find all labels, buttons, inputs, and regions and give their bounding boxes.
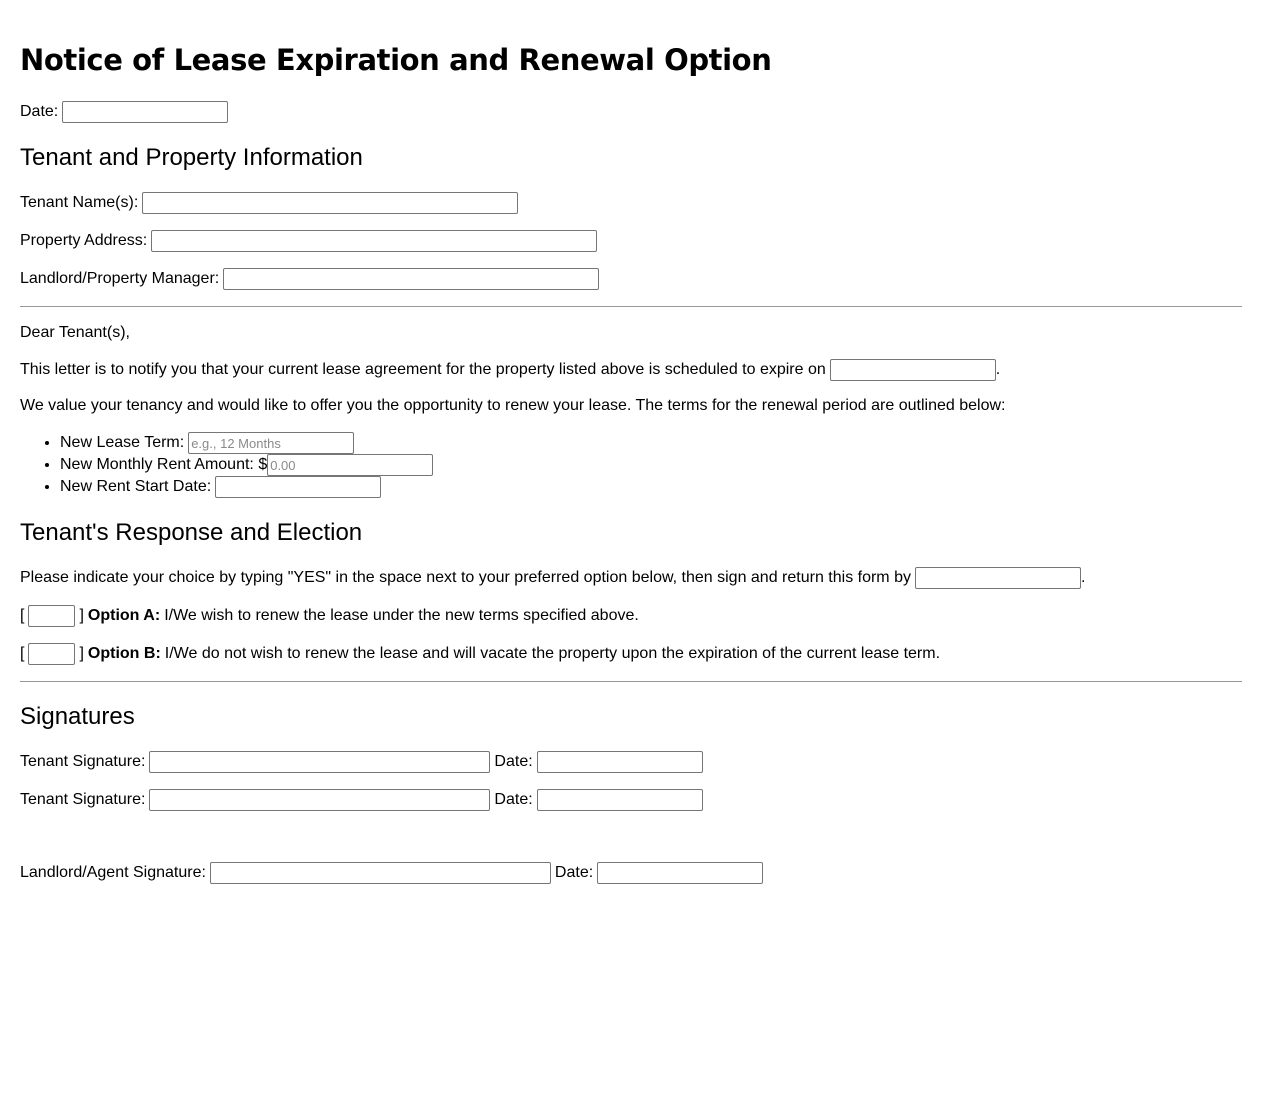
signature-date-label: Date: — [554, 864, 594, 881]
tenant-info-heading: Tenant and Property Information — [20, 144, 363, 171]
salutation: Dear Tenant(s), — [20, 324, 130, 341]
response-heading: Tenant's Response and Election — [20, 519, 363, 546]
tenant-signature-field-1[interactable] — [149, 751, 490, 773]
date-label: Date: — [20, 103, 59, 120]
tenant-signature-date-field-2[interactable] — [537, 789, 703, 811]
offer-row — [20, 395, 1005, 417]
divider-top — [20, 306, 1242, 307]
lease-term-label: • New Lease Term: — [60, 434, 185, 451]
signature-date-label: Date: — [494, 753, 533, 770]
signatures-heading: Signatures — [20, 703, 135, 730]
option-a-row — [20, 605, 639, 627]
option-b-text: I/We do not wish to renew the lease and will vacate the property upon the expiration of the current lease term. — [164, 645, 941, 662]
option-a-field[interactable] — [28, 605, 75, 627]
list-item-start-date — [60, 476, 433, 498]
option-a-label: Option A: — [87, 607, 161, 624]
lease-term-field[interactable] — [188, 432, 354, 454]
date-row — [20, 101, 228, 123]
bracket-close: ] — [79, 607, 84, 624]
renewal-terms-list — [20, 432, 433, 498]
divider-bottom — [20, 681, 1242, 682]
landlord-signature-label: Landlord/Agent Signature: — [20, 864, 206, 881]
bracket-close: ] — [79, 645, 84, 662]
offer-text: We value your tenancy and would like to offer you the opportunity to renew your lease. The terms for the renewal period are outlined below: — [20, 397, 1006, 414]
instruction-period: . — [1080, 569, 1086, 586]
property-address-row — [20, 230, 597, 252]
option-b-field[interactable] — [28, 643, 75, 665]
tenant-signature-label: Tenant Signature: — [20, 791, 146, 808]
landlord-signature-row — [20, 862, 763, 884]
landlord-row — [20, 268, 599, 290]
tenant-names-field[interactable] — [142, 192, 518, 214]
instruction-text: Please indicate your choice by typing "YES" in the space next to your preferred option below, then sign and return this form by — [20, 569, 911, 586]
salutation-row — [20, 322, 130, 344]
option-a-text: I/We wish to renew the lease under the new terms specified above. — [164, 607, 639, 624]
notice-row — [20, 359, 1000, 381]
signature-date-label: Date: — [494, 791, 533, 808]
tenant-signature-row-2 — [20, 789, 703, 811]
landlord-field[interactable] — [223, 268, 599, 290]
property-address-label: Property Address: — [20, 232, 148, 249]
tenant-names-row — [20, 192, 518, 214]
option-b-row — [20, 643, 940, 665]
return-by-date-field[interactable] — [915, 567, 1081, 589]
list-item-lease-term — [60, 432, 433, 454]
start-date-label: • New Rent Start Date: — [60, 478, 212, 495]
tenant-names-label: Tenant Name(s): — [20, 194, 139, 211]
instruction-row — [20, 567, 1085, 589]
bracket-open: [ — [20, 607, 25, 624]
property-address-field[interactable] — [151, 230, 597, 252]
landlord-signature-date-field[interactable] — [597, 862, 763, 884]
rent-amount-field[interactable] — [267, 454, 433, 476]
start-date-field[interactable] — [215, 476, 381, 498]
option-b-label: Option B: — [87, 645, 161, 662]
notice-text: This letter is to notify you that your current lease agreement for the property listed above is scheduled to expire on — [20, 361, 826, 378]
notice-date-field[interactable] — [62, 101, 228, 123]
expiration-date-field[interactable] — [830, 359, 996, 381]
landlord-signature-field[interactable] — [210, 862, 551, 884]
bracket-open: [ — [20, 645, 25, 662]
notice-period: . — [995, 361, 1001, 378]
tenant-signature-row-1 — [20, 751, 703, 773]
landlord-label: Landlord/Property Manager: — [20, 270, 220, 287]
tenant-signature-label: Tenant Signature: — [20, 753, 146, 770]
list-item-rent-amount — [60, 454, 433, 476]
tenant-signature-date-field-1[interactable] — [537, 751, 703, 773]
rent-amount-label: • New Monthly Rent Amount: $ — [60, 456, 268, 473]
tenant-signature-field-2[interactable] — [149, 789, 490, 811]
page-title: Notice of Lease Expiration and Renewal Option — [20, 43, 772, 77]
